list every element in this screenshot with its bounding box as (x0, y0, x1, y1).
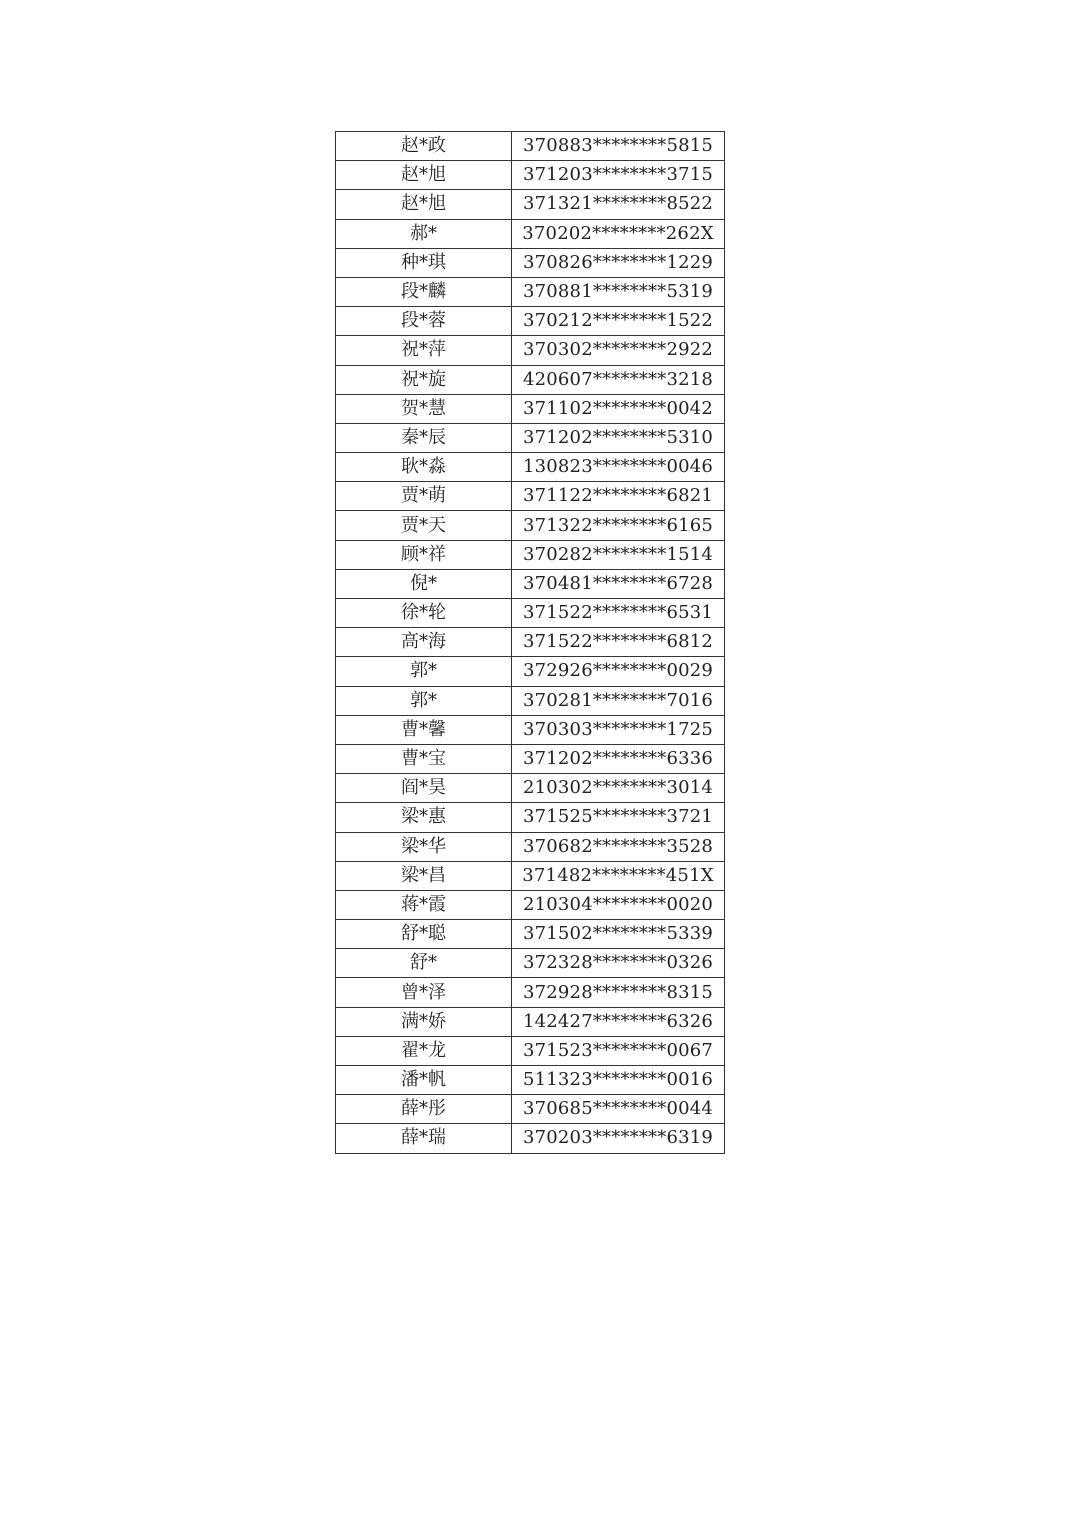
roster-table (335, 131, 725, 1154)
name-cell: 倪* (336, 569, 512, 598)
id-number-cell: 370302********2922 (512, 336, 725, 365)
id-number-cell: 511323********0016 (512, 1066, 725, 1095)
table-row (336, 1007, 725, 1036)
id-number-cell: 370202********262X (512, 219, 725, 248)
name-cell: 段*蓉 (336, 307, 512, 336)
table-row (336, 1095, 725, 1124)
id-number-cell: 370883********5815 (512, 132, 725, 161)
name-cell: 段*麟 (336, 277, 512, 306)
id-number-cell: 371522********6812 (512, 628, 725, 657)
name-cell: 翟*龙 (336, 1036, 512, 1065)
id-number-cell: 370881********5319 (512, 277, 725, 306)
id-number-cell: 371102********0042 (512, 394, 725, 423)
name-cell: 薛*瑞 (336, 1124, 512, 1153)
table-row (336, 890, 725, 919)
id-number-cell: 370203********6319 (512, 1124, 725, 1153)
table-row (336, 423, 725, 452)
table-row (336, 365, 725, 394)
name-cell: 徐*轮 (336, 599, 512, 628)
id-number-cell: 371322********6165 (512, 511, 725, 540)
id-number-cell: 370682********3528 (512, 832, 725, 861)
table-row (336, 540, 725, 569)
table-row (336, 920, 725, 949)
name-cell: 舒* (336, 949, 512, 978)
table-row (336, 453, 725, 482)
name-cell: 阎*昊 (336, 774, 512, 803)
id-number-cell: 370481********6728 (512, 569, 725, 598)
table-row (336, 161, 725, 190)
id-number-cell: 371202********5310 (512, 423, 725, 452)
name-cell: 潘*帆 (336, 1066, 512, 1095)
table-row (336, 482, 725, 511)
name-cell: 种*琪 (336, 248, 512, 277)
table-row (336, 861, 725, 890)
name-cell: 郭* (336, 657, 512, 686)
id-number-cell: 370303********1725 (512, 715, 725, 744)
id-number-cell: 371482********451X (512, 861, 725, 890)
id-number-cell: 372928********8315 (512, 978, 725, 1007)
name-cell: 贾*天 (336, 511, 512, 540)
table-row (336, 686, 725, 715)
table-row (336, 774, 725, 803)
table-row (336, 569, 725, 598)
name-cell: 曹*馨 (336, 715, 512, 744)
id-number-cell: 130823********0046 (512, 453, 725, 482)
id-number-cell: 370282********1514 (512, 540, 725, 569)
id-number-cell: 370826********1229 (512, 248, 725, 277)
table-row (336, 803, 725, 832)
table-row (336, 190, 725, 219)
table-row (336, 744, 725, 773)
table-row (336, 1066, 725, 1095)
name-cell: 蒋*霞 (336, 890, 512, 919)
table-row (336, 307, 725, 336)
id-number-cell: 371203********3715 (512, 161, 725, 190)
name-cell: 满*娇 (336, 1007, 512, 1036)
table-row (336, 219, 725, 248)
id-number-cell: 371321********8522 (512, 190, 725, 219)
name-cell: 祝*旋 (336, 365, 512, 394)
name-cell: 郭* (336, 686, 512, 715)
name-cell: 薛*彤 (336, 1095, 512, 1124)
table-row (336, 949, 725, 978)
name-cell: 舒*聪 (336, 920, 512, 949)
table-row (336, 1036, 725, 1065)
id-number-cell: 210302********3014 (512, 774, 725, 803)
name-cell: 赵*旭 (336, 190, 512, 219)
table-row (336, 248, 725, 277)
name-cell: 梁*惠 (336, 803, 512, 832)
id-number-cell: 371522********6531 (512, 599, 725, 628)
table-row (336, 132, 725, 161)
name-cell: 贾*萌 (336, 482, 512, 511)
id-number-cell: 371202********6336 (512, 744, 725, 773)
name-cell: 秦*辰 (336, 423, 512, 452)
id-number-cell: 370281********7016 (512, 686, 725, 715)
table-row (336, 978, 725, 1007)
table-row (336, 628, 725, 657)
name-cell: 赵*旭 (336, 161, 512, 190)
table-row (336, 1124, 725, 1153)
name-cell: 梁*华 (336, 832, 512, 861)
name-cell: 祝*萍 (336, 336, 512, 365)
name-cell: 高*海 (336, 628, 512, 657)
id-number-cell: 370212********1522 (512, 307, 725, 336)
id-number-cell: 420607********3218 (512, 365, 725, 394)
name-cell: 曾*泽 (336, 978, 512, 1007)
table-row (336, 277, 725, 306)
id-number-cell: 210304********0020 (512, 890, 725, 919)
name-cell: 梁*昌 (336, 861, 512, 890)
table-row (336, 657, 725, 686)
name-cell: 赵*政 (336, 132, 512, 161)
name-cell: 郝* (336, 219, 512, 248)
table-row (336, 511, 725, 540)
name-cell: 曹*宝 (336, 744, 512, 773)
id-number-cell: 142427********6326 (512, 1007, 725, 1036)
id-number-cell: 371523********0067 (512, 1036, 725, 1065)
id-number-cell: 371502********5339 (512, 920, 725, 949)
name-cell: 耿*淼 (336, 453, 512, 482)
id-number-cell: 370685********0044 (512, 1095, 725, 1124)
table-row (336, 599, 725, 628)
name-cell: 顾*祥 (336, 540, 512, 569)
table-row (336, 832, 725, 861)
id-number-cell: 372328********0326 (512, 949, 725, 978)
roster-table-body (336, 132, 725, 1154)
id-number-cell: 371525********3721 (512, 803, 725, 832)
table-row (336, 394, 725, 423)
id-number-cell: 372926********0029 (512, 657, 725, 686)
table-row (336, 715, 725, 744)
name-cell: 贺*慧 (336, 394, 512, 423)
id-number-cell: 371122********6821 (512, 482, 725, 511)
table-row (336, 336, 725, 365)
